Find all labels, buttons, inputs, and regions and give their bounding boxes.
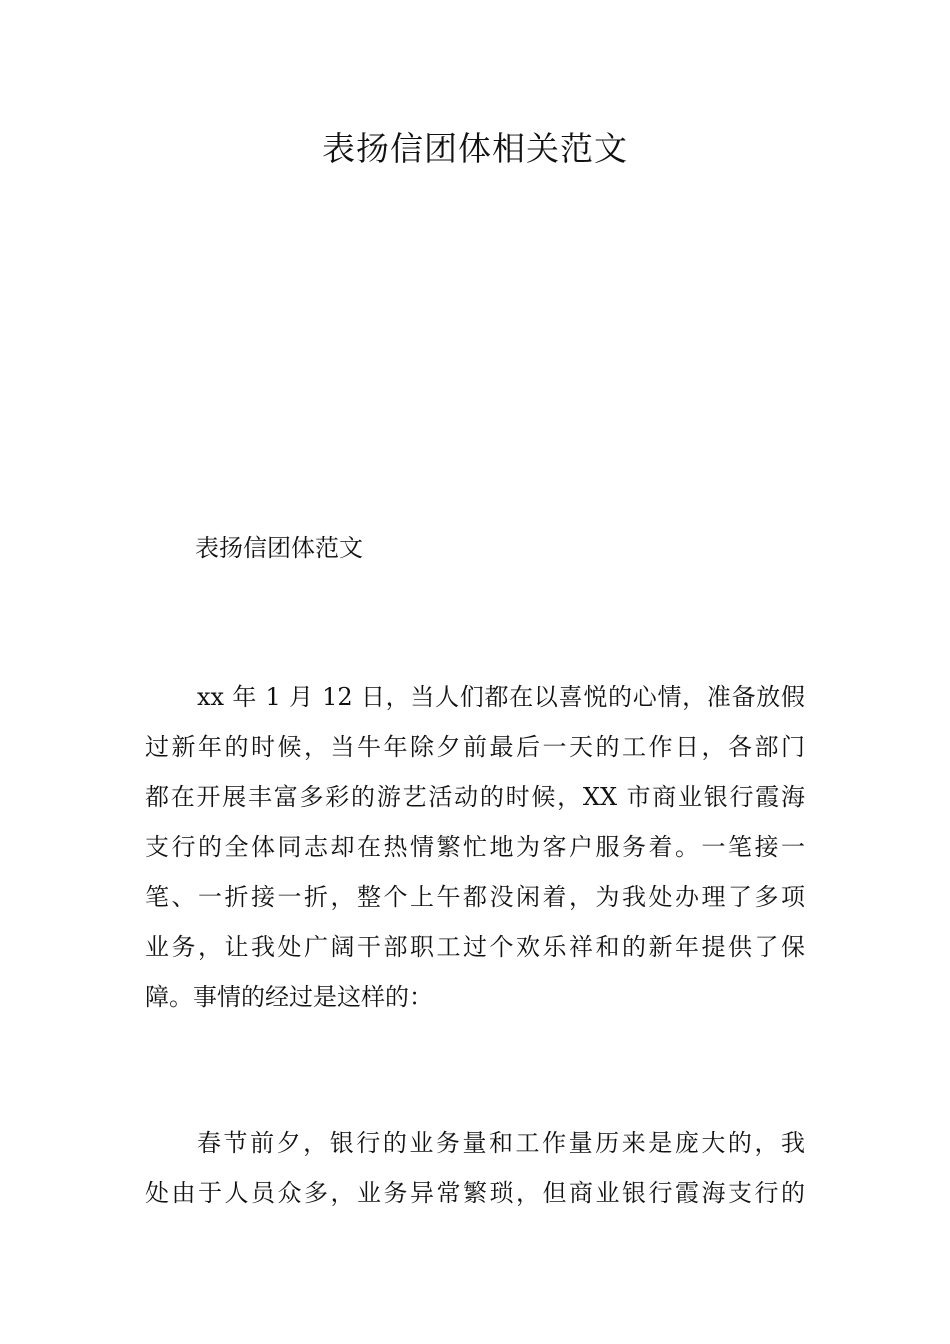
- document-title: 表扬信团体相关范文: [322, 129, 628, 168]
- paragraph-line: 支行的全体同志却在热情繁忙地为客户服务着。一笔接一: [145, 833, 805, 861]
- paragraph-line: 处由于人员众多，业务异常繁琐，但商业银行霞海支行的: [145, 1179, 805, 1207]
- paragraph-line: 障。事情的经过是这样的：: [145, 983, 433, 1011]
- paragraph-line: 业务，让我处广阔干部职工过个欢乐祥和的新年提供了保: [145, 933, 805, 961]
- paragraph-line: xx 年 1 月 12 日，当人们都在以喜悦的心情，准备放假: [197, 683, 805, 711]
- paragraph-line: 笔、一折接一折，整个上午都没闲着，为我处办理了多项: [145, 883, 805, 911]
- paragraph-line: 都在开展丰富多彩的游艺活动的时候，XX 市商业银行霞海: [145, 783, 805, 811]
- paragraph-line: 春节前夕，银行的业务量和工作量历来是庞大的，我: [197, 1129, 805, 1157]
- paragraph-line: 过新年的时候，当牛年除夕前最后一天的工作日，各部门: [145, 733, 805, 761]
- paragraph-1: [145, 672, 805, 1022]
- paragraph-2: [145, 1118, 805, 1218]
- document-subtitle: 表扬信团体范文: [195, 534, 363, 562]
